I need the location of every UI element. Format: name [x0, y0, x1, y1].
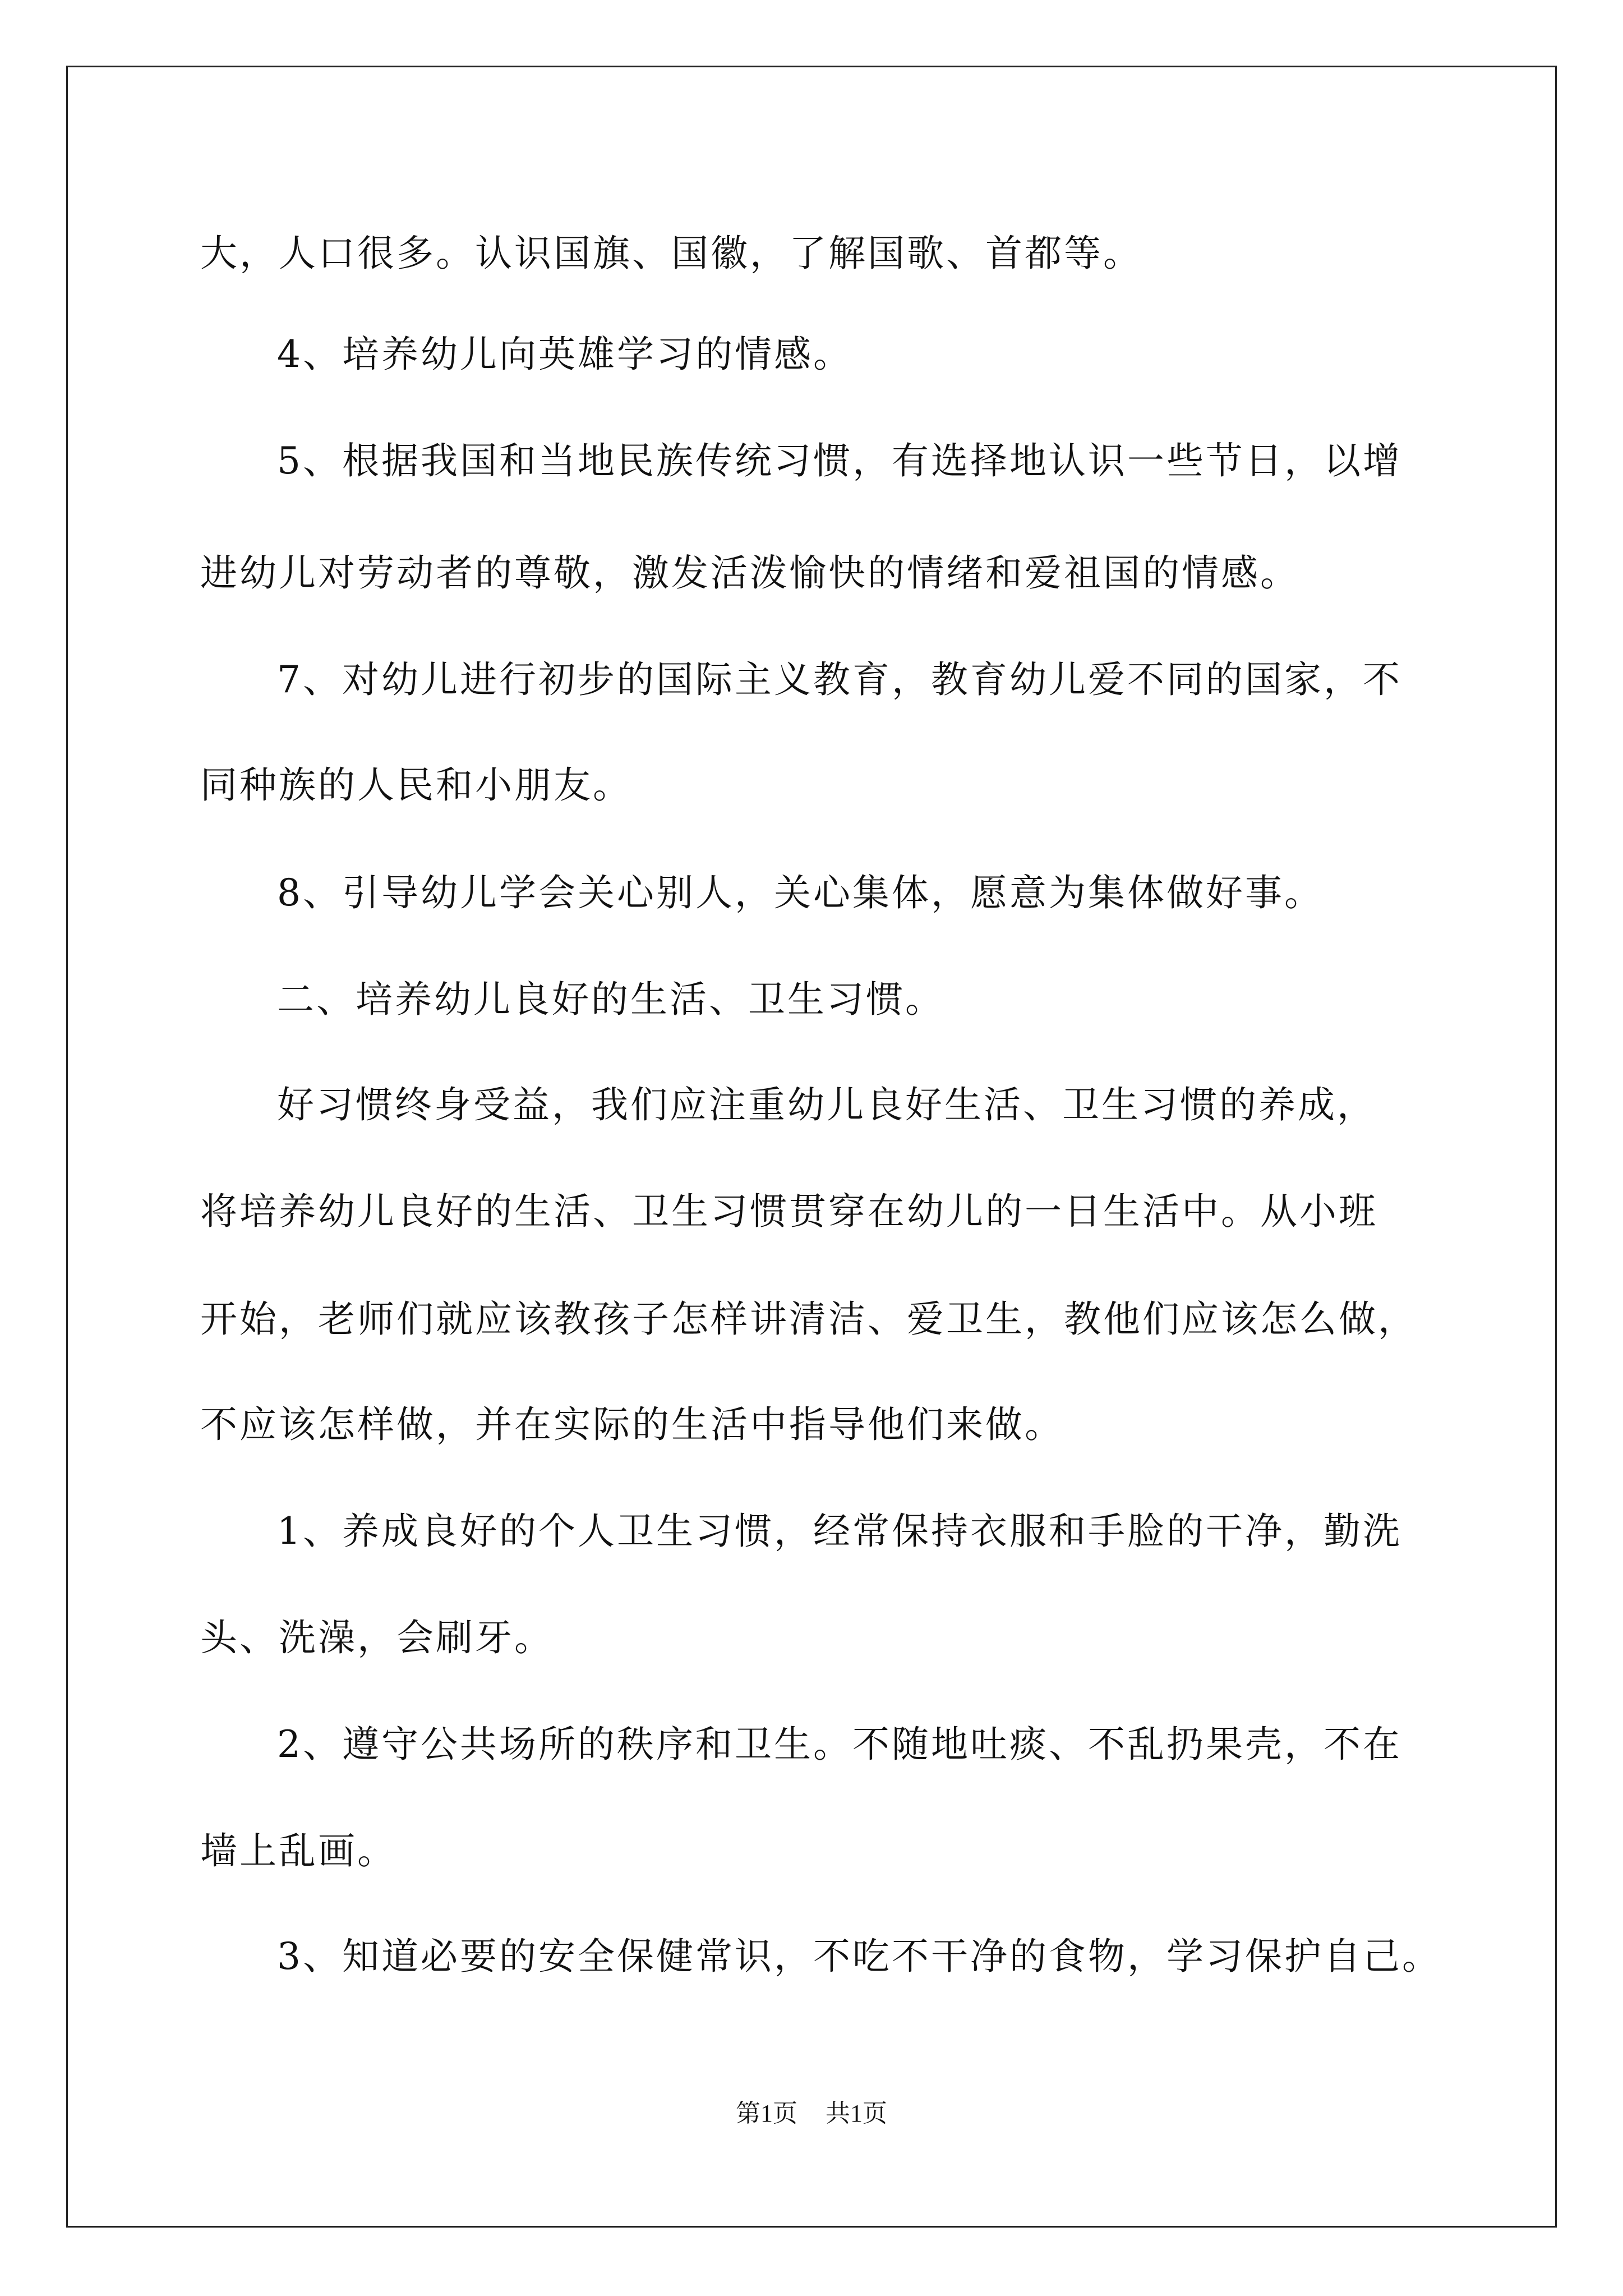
- text-line-15: 2、遵守公共场所的秩序和卫生。不随地吐痰、不乱扔果壳，不在: [277, 1723, 1402, 1766]
- text-line-10: 将培养幼儿良好的生活、卫生习惯贯穿在幼儿的一日生活中。从小班: [200, 1190, 1378, 1233]
- page-number-current: 第1页: [736, 2100, 797, 2127]
- section-heading: 二、培养幼儿良好的生活、卫生习惯。: [277, 978, 944, 1021]
- text-line-2: 4、培养幼儿向英雄学习的情感。: [277, 333, 852, 376]
- page-border: [66, 66, 1557, 2228]
- text-line-14: 头、洗澡，会刷牙。: [200, 1616, 554, 1659]
- text-line-5: 7、对幼儿进行初步的国际主义教育，教育幼儿爱不同的国家，不: [277, 658, 1402, 701]
- text-line-11: 开始，老师们就应该教孩子怎样讲清洁、爱卫生，教他们应该怎么做，: [200, 1297, 1417, 1341]
- text-line-4: 进幼儿对劳动者的尊敬，激发活泼愉快的情绪和爱祖国的情感。: [200, 551, 1299, 595]
- text-line-9: 好习惯终身受益，我们应注重幼儿良好生活、卫生习惯的养成，: [277, 1083, 1376, 1126]
- text-line-16: 墙上乱画。: [200, 1829, 396, 1872]
- page-number-total: 共1页: [826, 2100, 887, 2127]
- text-line-1: 大，人口很多。认识国旗、国徽，了解国歌、首都等。: [200, 232, 1142, 275]
- text-line-17: 3、知道必要的安全保健常识，不吃不干净的食物，学习保护自己。: [277, 1935, 1441, 1978]
- text-line-3: 5、根据我国和当地民族传统习惯，有选择地认识一些节日，以增: [277, 439, 1402, 482]
- text-line-6: 同种族的人民和小朋友。: [200, 763, 632, 807]
- page-footer: [0, 2098, 1623, 2129]
- text-line-7: 8、引导幼儿学会关心别人，关心集体，愿意为集体做好事。: [277, 871, 1324, 914]
- text-line-12: 不应该怎样做，并在实际的生活中指导他们来做。: [200, 1403, 1064, 1446]
- text-line-13: 1、养成良好的个人卫生习惯，经常保持衣服和手脸的干净，勤洗: [277, 1510, 1402, 1553]
